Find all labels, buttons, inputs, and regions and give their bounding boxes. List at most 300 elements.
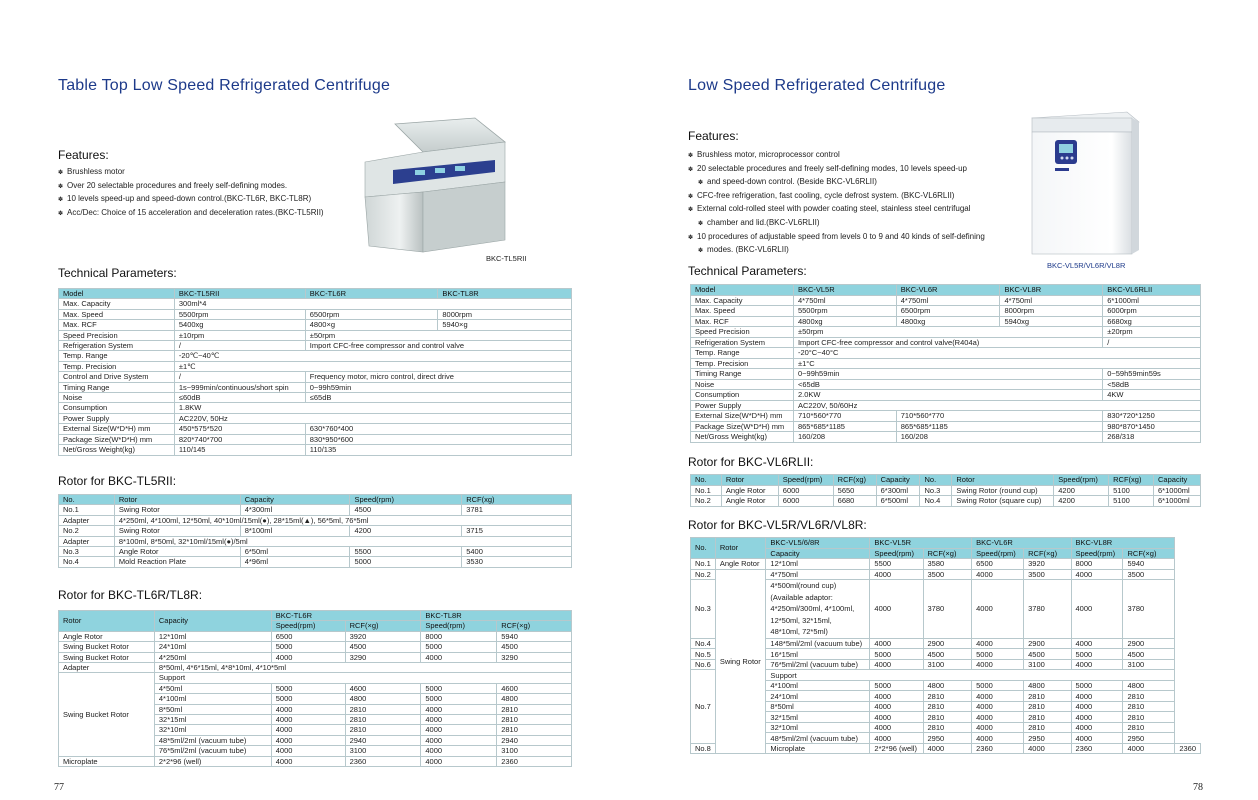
row-label: Max. RCF — [59, 320, 175, 330]
table-cell: 3100 — [345, 746, 421, 756]
table-cell: AC220V, 50/60Hz — [793, 400, 1200, 411]
table-cell: 4000 — [870, 712, 923, 723]
column-header: Model — [59, 289, 175, 299]
table-cell: 2810 — [497, 715, 572, 725]
table-cell: 830*720*1250 — [1103, 411, 1201, 422]
table-cell: 3100 — [923, 659, 972, 670]
table-cell: 2900 — [1123, 638, 1175, 649]
feature-item: ✽ Acc/Dec: Choice of 15 acceleration and deceleration rates.(BKC-TL5RII) — [58, 207, 324, 221]
column-header: BKC-TL8R — [421, 611, 572, 621]
table-cell: 3780 — [1024, 580, 1071, 639]
table-cell: -20℃~40℃ — [174, 351, 571, 361]
table-cell: 4600 — [345, 683, 421, 693]
table-row — [691, 348, 1201, 359]
table-cell: 6680 — [833, 496, 876, 507]
feature-item-continuation: ✽ chamber and lid.(BKC-VL6RLII) — [688, 217, 985, 231]
left-features-title: Features: — [58, 148, 109, 162]
left-tech-table — [58, 288, 572, 456]
column-header: No. — [59, 495, 115, 505]
table-cell: 2810 — [1024, 691, 1071, 702]
table-cell: 3780 — [1123, 580, 1175, 639]
table-row — [691, 680, 1201, 691]
table-cell: 1.8KW — [174, 403, 571, 413]
table-row — [59, 536, 572, 546]
table-cell: ±20rpm — [1103, 327, 1201, 338]
table-cell: 8000 — [421, 631, 497, 641]
table-cell: Angle Rotor — [721, 496, 778, 507]
table-row — [59, 330, 572, 340]
table-cell: No.1 — [59, 505, 115, 515]
table-cell: Adapter — [59, 536, 115, 546]
table-row — [59, 351, 572, 361]
table-cell: Support — [766, 670, 1175, 681]
column-header: Speed(rpm) — [421, 621, 497, 631]
column-header: BKC-VL6RLII — [1103, 285, 1201, 296]
row-label: Speed Precision — [59, 330, 175, 340]
table-cell: 4*750ml — [766, 569, 870, 580]
table-cell: ±50rpm — [793, 327, 1102, 338]
table-cell: Import CFC-free compressor and control valve(R404a) — [793, 337, 1102, 348]
table-cell: ±10rpm — [174, 330, 305, 340]
table-cell: 4000 — [972, 722, 1024, 733]
table-row — [691, 701, 1201, 712]
table-cell: 5500 — [870, 559, 923, 570]
row-label: Temp. Range — [691, 348, 794, 359]
table-cell: 4000 — [1071, 638, 1123, 649]
table-header-row — [691, 285, 1201, 296]
table-row — [59, 434, 572, 444]
table-row — [691, 295, 1201, 306]
table-cell: 2*2*96 (well) — [154, 756, 271, 766]
table-cell: / — [174, 341, 305, 351]
table-cell: No.3 — [691, 580, 716, 639]
table-cell: 2810 — [497, 704, 572, 714]
table-cell: 2810 — [345, 725, 421, 735]
table-cell: 6*50ml — [240, 547, 350, 557]
table-row — [59, 515, 572, 525]
table-row — [691, 379, 1201, 390]
column-header: Model — [691, 285, 794, 296]
column-header: Capacity — [766, 548, 870, 559]
feature-item-continuation: ✽ and speed-down control. (Beside BKC-VL6RLII) — [688, 176, 985, 190]
table-cell: AC220V, 50Hz — [174, 413, 571, 423]
table-row — [691, 421, 1201, 432]
table-cell: 2810 — [923, 722, 972, 733]
table-row — [691, 316, 1201, 327]
column-header: Rotor — [59, 611, 155, 632]
table-cell: 4000 — [271, 735, 345, 745]
page-number: 77 — [54, 782, 64, 793]
table-header-row — [691, 475, 1201, 486]
table-cell: 6*1000ml — [1154, 496, 1201, 507]
table-cell: 48*5ml/2ml (vacuum tube) — [766, 733, 870, 744]
table-cell: / — [174, 372, 305, 382]
table-row — [691, 733, 1201, 744]
table-cell: 5000 — [421, 642, 497, 652]
table-cell: 5940 — [497, 631, 572, 641]
table-cell: Adapter — [59, 515, 115, 525]
right-features-list — [688, 149, 985, 258]
feature-item: ✽ Brushless motor — [58, 166, 324, 180]
table-row — [59, 361, 572, 371]
table-cell: 2810 — [1024, 722, 1071, 733]
table-cell: No.1 — [691, 559, 716, 570]
table-cell: 8000rpm — [438, 309, 572, 319]
table-cell: 2810 — [923, 691, 972, 702]
table-cell: 4000 — [271, 746, 345, 756]
table-row — [691, 712, 1201, 723]
table-cell: 2810 — [1123, 712, 1175, 723]
table-cell: 4800 — [497, 694, 572, 704]
table-cell: 5000 — [271, 642, 345, 652]
table-cell — [766, 580, 870, 639]
right-page-title: Low Speed Refrigerated Centrifuge — [688, 77, 946, 94]
column-header: Speed(rpm) — [972, 548, 1024, 559]
table-cell: 148*5ml/2ml (vacuum tube) — [766, 638, 870, 649]
table-row — [59, 673, 572, 683]
row-label: Power Supply — [691, 400, 794, 411]
table-cell: 3100 — [1123, 659, 1175, 670]
table-row — [691, 390, 1201, 401]
table-cell: Angle Rotor — [721, 485, 778, 496]
table-cell: 4*750ml — [1000, 295, 1103, 306]
table-cell: 4KW — [1103, 390, 1201, 401]
table-cell: 6500 — [972, 559, 1024, 570]
table-cell: 5000 — [421, 683, 497, 693]
feature-item: ✽ Over 20 selectable procedures and freely self-defining modes. — [58, 180, 324, 194]
table-row — [691, 337, 1201, 348]
column-header: RCF(xg) — [833, 475, 876, 486]
row-label: Max. RCF — [691, 316, 794, 327]
table-row — [691, 400, 1201, 411]
right-image-caption: BKC-VL5R/VL6R/VL8R — [1047, 261, 1126, 270]
table-row — [59, 341, 572, 351]
table-cell: 5400xg — [174, 320, 305, 330]
table-cell: 4000 — [1071, 712, 1123, 723]
feature-item: ✽ 20 selectable procedures and freely self-defining modes, 10 levels speed-up — [688, 163, 985, 177]
table-cell: 6000rpm — [1103, 306, 1201, 317]
table-header-row — [59, 289, 572, 299]
table-cell: / — [1103, 337, 1201, 348]
table-cell: 4500 — [1024, 649, 1071, 660]
table-cell: Adapter — [59, 663, 155, 673]
table-cell: 630*760*400 — [305, 424, 571, 434]
table-cell: 0~99h59min — [793, 369, 1102, 380]
table-cell: 4200 — [1054, 485, 1109, 496]
table-cell: 5100 — [1109, 485, 1154, 496]
table-cell: 4000 — [870, 722, 923, 733]
table-cell: 4000 — [1071, 569, 1123, 580]
table-row — [59, 413, 572, 423]
table-cell: 4*750ml — [793, 295, 896, 306]
table-cell: 12*10ml — [766, 559, 870, 570]
table-cell: 4000 — [972, 691, 1024, 702]
table-cell: 300ml*4 — [174, 299, 571, 309]
table-cell: 2810 — [923, 712, 972, 723]
table-row — [59, 424, 572, 434]
cell-line: 12*50ml, 32*15ml, — [770, 615, 832, 625]
table-header-row — [59, 495, 572, 505]
table-header-row — [691, 548, 1201, 559]
table-cell: 6500rpm — [305, 309, 438, 319]
column-header: BKC-VL8R — [1071, 538, 1175, 549]
row-label: Consumption — [691, 390, 794, 401]
table-cell: 2810 — [497, 725, 572, 735]
table-row — [691, 670, 1201, 681]
table-cell: 110/145 — [174, 445, 305, 455]
table-row — [691, 411, 1201, 422]
table-cell: 2810 — [923, 701, 972, 712]
column-header: RCF(×g) — [345, 621, 421, 631]
column-header: Speed(rpm) — [778, 475, 833, 486]
page-number: 78 — [1193, 782, 1203, 793]
table-cell: Swing Bucket Rotor — [59, 652, 155, 662]
table-cell: 4800xg — [793, 316, 896, 327]
table-cell: 830*950*600 — [305, 434, 571, 444]
table-cell: 2810 — [1123, 722, 1175, 733]
table-cell: 4000 — [870, 638, 923, 649]
table-row — [691, 691, 1201, 702]
column-header: No. — [691, 538, 716, 559]
column-header: Speed(rpm) — [271, 621, 345, 631]
table-cell: Microplate — [766, 743, 870, 754]
right-rotor2-table — [690, 537, 1201, 754]
table-cell: 0~59h59min59s — [1103, 369, 1201, 380]
table-cell: 3100 — [1024, 659, 1071, 670]
table-row — [691, 569, 1201, 580]
feature-item: ✽ 10 levels speed-up and speed-down control.(BKC-TL6R, BKC-TL8R) — [58, 193, 324, 207]
table-row — [691, 369, 1201, 380]
right-page — [629, 0, 1258, 800]
table-cell: 6*1000ml — [1103, 295, 1201, 306]
table-cell: No.3 — [59, 547, 115, 557]
table-cell: 5000 — [1071, 649, 1123, 660]
table-row — [691, 432, 1201, 443]
row-label: Temp. Precision — [691, 358, 794, 369]
table-cell: 4500 — [923, 649, 972, 660]
table-cell: 4000 — [1071, 691, 1123, 702]
table-row — [59, 320, 572, 330]
table-cell: 4800 — [1024, 680, 1071, 691]
table-cell: 4*250ml — [154, 652, 271, 662]
table-cell: 32*10ml — [154, 725, 271, 735]
table-cell: 4000 — [1071, 701, 1123, 712]
row-label: Max. Capacity — [59, 299, 175, 309]
table-cell: 8*50ml, 4*6*15ml, 4*8*10ml, 4*10*5ml — [154, 663, 571, 673]
table-cell: 4000 — [1071, 580, 1123, 639]
table-row — [59, 309, 572, 319]
column-header: No. — [691, 475, 722, 486]
column-header: Speed(rpm) — [1071, 548, 1123, 559]
table-cell: 4500 — [345, 642, 421, 652]
table-cell: 4000 — [870, 701, 923, 712]
table-cell: 8*50ml — [154, 704, 271, 714]
table-cell: 8*50ml — [766, 701, 870, 712]
row-label: Control and Drive System — [59, 372, 175, 382]
table-cell: 4800 — [345, 694, 421, 704]
table-cell: 4*100ml — [154, 694, 271, 704]
table-cell: No.2 — [59, 526, 115, 536]
left-image-caption: BKC-TL5RII — [486, 254, 527, 263]
table-row — [59, 557, 572, 567]
right-tech-title: Technical Parameters: — [688, 264, 807, 278]
table-row — [59, 642, 572, 652]
table-cell: No.3 — [920, 485, 952, 496]
table-cell: 3780 — [923, 580, 972, 639]
column-header: Capacity — [240, 495, 350, 505]
table-cell: 3290 — [497, 652, 572, 662]
left-page-title: Table Top Low Speed Refrigerated Centrifuge — [58, 77, 391, 94]
table-cell: 4*50ml — [154, 683, 271, 693]
row-label: Refrigeration System — [59, 341, 175, 351]
column-header: BKC-VL5R — [870, 538, 972, 549]
column-header: Rotor — [114, 495, 240, 505]
table-cell: Frequency motor, micro control, direct drive — [305, 372, 571, 382]
table-row — [59, 372, 572, 382]
table-cell: ±1℃ — [174, 361, 571, 371]
feature-item-continuation: ✽ modes. (BKC-VL6RLII) — [688, 244, 985, 258]
row-label: Timing Range — [59, 382, 175, 392]
table-cell: 160/208 — [793, 432, 896, 443]
table-cell: 4000 — [972, 733, 1024, 744]
table-cell: Swing Bucket Rotor — [59, 673, 155, 756]
table-cell: 4000 — [421, 756, 497, 766]
table-cell: 4000 — [1024, 743, 1071, 754]
table-cell: 4000 — [870, 691, 923, 702]
column-header: BKC-TL5RII — [174, 289, 305, 299]
table-cell: 4800×g — [305, 320, 438, 330]
table-cell: 4800xg — [896, 316, 1000, 327]
row-label: Speed Precision — [691, 327, 794, 338]
table-cell: ≤65dB — [305, 393, 571, 403]
table-cell: 4*250ml, 4*100ml, 12*50ml, 40*10ml/15ml(●), 28*15ml(▲), 56*5ml, 76*5ml — [114, 515, 571, 525]
table-cell: 2360 — [1071, 743, 1123, 754]
table-cell: 32*15ml — [154, 715, 271, 725]
table-cell: 865*685*1185 — [896, 421, 1102, 432]
table-cell: 3920 — [1024, 559, 1071, 570]
table-cell: ≤60dB — [174, 393, 305, 403]
column-header: No. — [920, 475, 952, 486]
table-cell: 4000 — [1123, 743, 1175, 754]
row-label: Power Supply — [59, 413, 175, 423]
table-cell: 4600 — [497, 683, 572, 693]
table-cell: 3500 — [1024, 569, 1071, 580]
right-rotor1-table — [690, 474, 1201, 507]
table-cell: 4000 — [923, 743, 972, 754]
table-row — [691, 306, 1201, 317]
table-cell: 3530 — [462, 557, 572, 567]
table-cell: 2810 — [1123, 691, 1175, 702]
feature-item: ✽ CFC-free refrigeration, fast cooling, cycle defrost system. (BKC-VL6RLII) — [688, 190, 985, 204]
feature-item: ✽ External cold-rolled steel with powder coating steel, stainless steel centrifugal — [688, 203, 985, 217]
row-label: Refrigeration System — [691, 337, 794, 348]
table-cell: 6500rpm — [896, 306, 1000, 317]
table-cell: 450*575*520 — [174, 424, 305, 434]
table-cell: 8000 — [1071, 559, 1123, 570]
column-header: BKC-TL8R — [438, 289, 572, 299]
column-header: Speed(rpm) — [1054, 475, 1109, 486]
table-cell: 4000 — [1071, 733, 1123, 744]
row-label: Package Size(W*D*H) mm — [59, 434, 175, 444]
table-cell: 5000 — [870, 680, 923, 691]
table-cell: 4200 — [1054, 496, 1109, 507]
cell-line: 4*500ml(round cup) — [770, 581, 837, 590]
table-cell: 2810 — [1024, 701, 1071, 712]
left-rotor1-table — [58, 494, 572, 568]
table-cell: No.8 — [691, 743, 716, 754]
table-cell: 3500 — [923, 569, 972, 580]
table-cell: 2810 — [345, 715, 421, 725]
row-label: No.2 — [691, 496, 722, 507]
column-header: Capacity — [876, 475, 920, 486]
table-cell: 5000 — [972, 649, 1024, 660]
table-cell: 32*10ml — [766, 722, 870, 733]
table-cell: 4*750ml — [896, 295, 1000, 306]
table-cell: 2940 — [345, 735, 421, 745]
table-row — [691, 327, 1201, 338]
table-cell: 4000 — [421, 735, 497, 745]
table-cell: 24*10ml — [154, 642, 271, 652]
table-cell: 5000 — [350, 557, 462, 567]
table-cell: No.6 — [691, 659, 716, 670]
table-row — [691, 496, 1201, 507]
left-tech-title: Technical Parameters: — [58, 266, 177, 280]
table-cell: 4500 — [1123, 649, 1175, 660]
column-header: BKC-VL5/6/8R — [766, 538, 870, 549]
table-row — [59, 652, 572, 662]
column-header: BKC-VL6R — [896, 285, 1000, 296]
table-row — [59, 631, 572, 641]
column-header: Rotor — [715, 538, 766, 559]
table-cell: 3100 — [497, 746, 572, 756]
table-cell: 4000 — [870, 569, 923, 580]
table-cell: 6680xg — [1103, 316, 1201, 327]
row-label: Temp. Range — [59, 351, 175, 361]
table-cell: 2360 — [497, 756, 572, 766]
table-cell: 6000 — [778, 485, 833, 496]
table-cell: 268/318 — [1103, 432, 1201, 443]
left-features-list — [58, 166, 324, 220]
table-cell: 4000 — [972, 638, 1024, 649]
table-cell: 710*560*770 — [793, 411, 896, 422]
table-cell: 4000 — [271, 704, 345, 714]
table-cell: 5500 — [350, 547, 462, 557]
row-label: Max. Speed — [691, 306, 794, 317]
table-cell: 2950 — [1024, 733, 1071, 744]
table-cell: 4*300ml — [240, 505, 350, 515]
row-label: No.1 — [691, 485, 722, 496]
table-cell: 2900 — [923, 638, 972, 649]
table-cell: No.7 — [691, 670, 716, 744]
table-cell: 6500 — [271, 631, 345, 641]
table-header-row — [691, 538, 1201, 549]
table-cell: 4000 — [972, 701, 1024, 712]
table-cell: 2*2*96 (well) — [870, 743, 923, 754]
table-cell: 5940 — [1123, 559, 1175, 570]
table-cell: 3290 — [345, 652, 421, 662]
table-cell: 110/135 — [305, 445, 571, 455]
table-cell: 4000 — [421, 746, 497, 756]
column-header: RCF(×g) — [1123, 548, 1175, 559]
table-cell: No.4 — [920, 496, 952, 507]
table-cell: 3500 — [1123, 569, 1175, 580]
table-cell: 4000 — [1071, 659, 1123, 670]
table-cell: Swing Rotor — [715, 569, 766, 754]
table-cell: 4500 — [497, 642, 572, 652]
table-cell: 8*100ml, 8*50ml, 32*10ml/15ml(●)/5ml — [114, 536, 571, 546]
table-cell: 2360 — [1175, 743, 1201, 754]
table-cell: 5000 — [271, 683, 345, 693]
